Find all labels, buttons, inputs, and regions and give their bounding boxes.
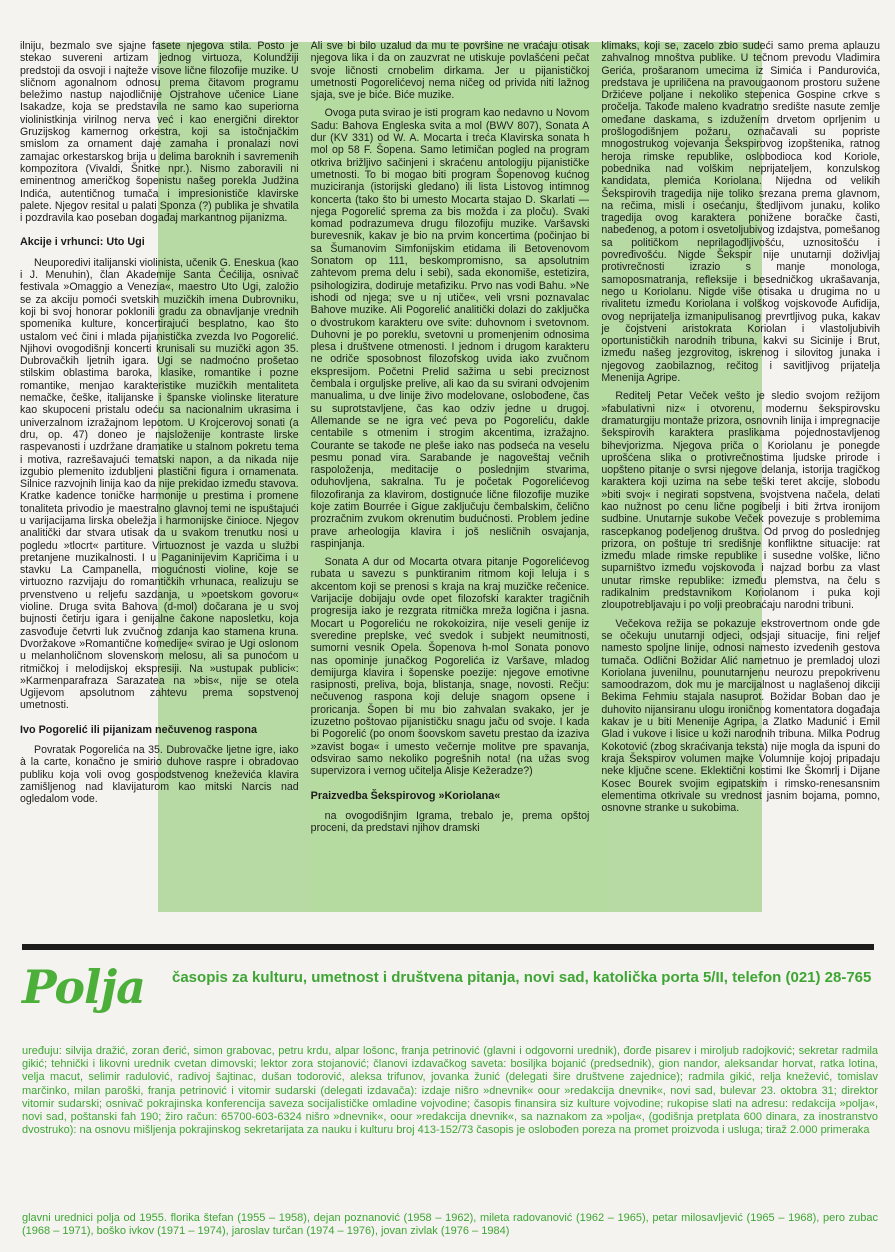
section-heading: Ivo Pogorelić ili pijanizam nečuvenog raspona <box>20 723 257 736</box>
article-paragraph: Povratak Pogorelića na 35. Dubrovačke ljetne igre, iako à la carte, konačno je smirio duhove raspre i obradovao publiku koja voli ovog gospodstvenog kneževića klavira zamišljenog nad klavijaturom kao mitski Narcis nad ogledalom vode. <box>20 744 299 806</box>
section-heading: Praizvedba Šekspirovog »Koriolana« <box>310 789 501 802</box>
article-paragraph: na ovogodišnjim Igrama, trebalo je, prema opštoj proceni, da predstavi njihov dramski <box>310 809 590 835</box>
polja-logo: Polja <box>22 960 145 1014</box>
staff-credits: uređuju: silvija dražić, zoran đerić, simon grabovac, petru krdu, alpar lošonc, franja petrinović (glavni i odgovorni urednik), đorđe pisarev i miroljub radojković; sekretar radmila gikić; tehnički i likovni urednik cvetan dimovski; lektor zora stojanović; članovi izdavačkog saveta: bosiljka bojanić (predsednik), gion nandor, aleksandar horvat, ratka lotina, velja macut, selimir radulović, radivoj šajtinac, dušan todorović, aleksa trifunov, jovanka žunić (delegati šire društvene zajednice); radmila gikić, relja knežević, tomislav marčinko, milan paroški, franja petrinović i vitomir sudarski (delegati izdavača): izdaje nišro »dnevnik« oour »redakcija dnevnik«, novi sad, bulevar 23. oktobra 31; direktor vitomir sudarski; osnivač pokrajinska konferencija saveza socijalističke omladine vojvodine; časopis finansira siz kulture vojvodine; rukopise slati na adresu: redakcija »polja«, novi sad, poštanski fah 190; žiro račun: 65700-603-6324 nišro »dnevnik«, oour »redakcija dnevnik«, sa naznakom za »polja«, (godišnja pretplata 600 dinara, za inostranstvo dvostruko): na osnovu mišljenja pokrajinskog sekretarijata za nauku i kulturu broj 413-152/73 časopis je oslobođen poreza na promet proizvoda i usluga; tiraž 2.000 primeraka <box>22 1045 878 1137</box>
article-paragraph: Sonata A dur od Mocarta otvara pitanje Pogorelićevog rubata u savezu s punktiranim ritmom koji leluja i s akcentom koji se prenosi s kraja na kraj muzičke rečenice. Varijacije dobijaju ovde opet filozofski karakter tragičnih progresija iako je rezgrata ritmička mreža logična i jasna. Mocart u Pogoreliću ne rokokoizira, nije veseli genije iz sveredine preplske, već svedok i subjekt neumitnosti, sumorni vesnik Opela. Šopenova h-mol Sonata ponovo nas opominje junačkog Pogorelića iz Varšave, mladog demijurga klavira i šopenske poezije: njegove emotivne rasipnosti, preliva, boja, blistanja, snage, novosti. Rečju: nečuvenog raspona koji deluje snagom opsene i proricanja. Šopen bi mu bio zahvalan svakako, jer je izuzetno poštovao pijanističku snagu jaču od svoje. I kada bi Pogorelić (po onom šoovskom savetu prestao da izaziva »zavist boga« i umesto večernje molitve pre spavanja, odsvirao samo nekoliko pogrešnih nota! (na užas svog supervizora i vernog učitelja Alisje Kežeradze?) <box>310 556 590 778</box>
article-columns <box>20 40 880 920</box>
section-heading: Akcije i vrhunci: Uto Ugi <box>20 236 145 249</box>
publication-info: časopis za kulturu, umetnost i društvena pitanja, novi sad, katolička porta 5/II, telefon (021) 28-765 <box>172 969 872 986</box>
article-column-3 <box>601 40 880 920</box>
article-paragraph: Ali sve bi bilo uzalud da mu te površine ne vraćaju otisak njegova lika i da on zauzvrat ne utiskuje povlašćeni pečat svoje ličnosti crnobelim dirkama. Jer u pijanističkoj umetnosti Pogorelićevoj nema ničeg od privida niti lažnog sjaja, sve je biće. Biće muzike. <box>310 40 590 102</box>
article-paragraph: Reditelj Petar Veček vešto je sledio svojom režijom »fabulativni niz« i otvorenu, modernu šekspirovsku dramaturgiju montaže prizora, osnovnih linija i impregnacije šekspirovih karaktera praslikama pojednostavljenog bihevjorizma. Njegova priča o Koriolanu je ponegde uprošćena slika o protivrečnostima ljudske prirode i uopšteno pitanje o svrsi njegove delanja, istorija tragičkog karaktera koji uzima na sebe teški teret akcije, slobodu »biti svoj« i negirati sopstvena, svojstvena načela, delati kao nužnost po cenu lične pogibelji i biti žrtva ironijom sudbine. Unutarnje sukobe Veček povezuje s problemima rascepkanog podeljenog društva. Od prvog do poslednjeg prizora, on poštuje tri središnje konfliktne situacije: rat između mlade rimske republike i susedne volške, lično suparništvo između vojskovođa i najzad borbu za vlast unutar rimske republike: između plemstva, na čelu s radikalnim predstavnikom Koriolanom i puka koji zloupotrebljavaju i po volji preobraćaju narodni tribuni. <box>601 390 881 612</box>
article-paragraph: Večekova režija se pokazuje ekstrovertnom onde gde se očekuju unutarnji odjeci, odsjaji situacije, fini reljef namesto spoljne linije, odnosi namesto izvedenih gestova tumača. Odlični Božidar Alić nametnuo je premladoj ulozi Koriolana juvenilnu, pounutarnjenu neurozu prepokrivenu samoodrazom, dok mu je marcijalnost u naglašenoj dikciji Bekima Fehmiu stajala nasuprot. Božidar Boban dao je duhovito nijansiranu ulogu ironičnog komentatora događaja kakav je u biti Menenije Agripa, a Zlatko Madunić i Emil Glad i vukove i lisice u koži narodnih tribuna. Milka Podrug Kokotović (zbog skraćivanja teksta) nije mogla da ispuni do kraja Šekspirov volumen majke Volumnije kojoj pripadaju neke ključne scene. Eklektični kostimi Ike Škomrlj i Dijane Kosec Bourek svojim egipatskim i rimsko-renesansnim elementima otkrivale su vrednost jasnim bojama, pomno, osnovne stranke u sukobima. <box>601 617 881 815</box>
article-column-2 <box>311 40 590 920</box>
article-paragraph: ilniju, bezmalo sve sjajne fasete njegova stila. Posto je stekao suvereni artizam jednog virtuoza, Kolundžiji predstoji da osvoji i najteže visove lične filozofije muzike. U sličnom agonalnom odnosu prema čitavom programu beležimo nastup najodličnije Ojstrahove učenice Liane Isakadze, koja se predstavila ne samo kao superiorna violinistkinja virilnog nerva već i kao energični direktor Gruzijskog kamernog orkestra, koji sa istočnjačkim smislom za ornament daje zamaha i pronalazi novi zamajac orkestarskog brija u delima baroknih i savremenih kompozitora (Vivaldi, Šnitke npr.). Nismo zaboravili ni eminentnog američkog šopenistu našeg porekla Judžina Indića, autentičnog tumača i impresionističe klavirske palete. Njegov resital u palati Sponza (?) publika je shvatila i pozdravila kao poseban događaj markantnog pijanizma. <box>20 40 299 225</box>
article-paragraph: Ovoga puta svirao je isti program kao nedavno u Novom Sadu: Bahova Engleska svita a mol (BWV 807), Sonata A dur (KV 331) od W. A. Mocarta i treća Klavirska sonata h mol op 58 F. Šopena. Samo letimičan pogled na program otkriva brižljivo sačinjeni i skraćenu antologiju pijanističke umetnosti. To bi mogao biti program Šopenovog kućnog muziciranja (istorijski gledano) ili lista Listovog intimnog koncerta (tako što bi umesto Mocarta stajao D. Skarlati — njega Pogorelić sprema za bis možda i za ploču). Svaki komad podrazumeva drugu filozofiju muzike. Varšavski burevesnik, kakav je bio na prvim koncertima (počinjao bi sa Šumanovim Simfonijskim etidama ili Betovenovom Sonatom op 111, beskompromisno, sa apsolutnim zahtevom prema delu i sebi), sada ekonomiše, estetizira, psihologizira, dodiruje metafiziku. Prvo nas vodi Bahu. »Ne ishodi od njega; sve u nj utiče«, veli vrsni poznavalac Bahove muzike. Ali Pogorelić analitički dolazi do zaključka o dvostrukom karakteru ove svite: duhovnom i svetovnom. Duhovni je po poreklu, svetovni u promenjenim odnosima plesa i društvene otmenosti. I jednom i drugom karakteru ne odriče sposobnost filozofskog uvida iako zvučnom ekspresijom. Početni Prelid sažima u sebi preciznost čembala i orguljske prelive, ali kao da su svirani odvojenim manualima, u dve linije živo modelovane, oslobođene, čas su suprotstavljene, čas kao odziv jedne u drugoj. Allemande se ne igra već peva po Pogoreliću, dakle centabile s otmenim i strogim akcentima, izražajno. Courante se takođe ne pleše iako nas podseća na veselu pesmu ponad vira. Sarabande je nagoveštaj večnih raspoloženja, meditacije o poslednjim stvarima, oduhovljena, sakralna. Tu je početak Pogorelićevog filozofiranja za klavirom, dostignuće lične filozofije muzike koje zatim Bourrée i Gigue zaključuju čembalskim, čelično prozračnim zvukom okrenutim budućnosti. Problem jedine prave arheologija klavira i još nesličnih osvajanja, raspinjanja. <box>310 107 590 550</box>
masthead-divider <box>22 944 874 950</box>
masthead <box>22 960 882 1020</box>
article-paragraph: Neuporedivi italijanski violinista, učenik G. Eneskua (kao i J. Menuhin), član Akademije Santa Čećilija, osnivač festivala »Omaggio a Venezia«, maestro Uto Ugi, založio se za akciju pomoći svetskih muzičkih imena Dubrovniku, koji bi svoj honorar poklonili gradu za obnavljanje vrednih spomenika kulture, koncertirajući besplatno, kao što ustalom već čini i mlada pijanistička zvezda Ivo Pogorelić. Njihovi ovogodišnji koncerti krunisali su muzički agon 35. Dubrovačkih ljetnih igara. Ugi se nadmoćno prošetao stilskim oblastima baroka, klasike, romantike i pozne romantike, menjao karakteristike muzičkih mentaliteta nemačke, češke, italijanske i španske violinske literature kao skupoceni pristalu odeću sa nacionalnim ukrasima i univerzalnom izražajnom lepotom. U Krojcerovoj sonati (a dru, op. 47) doneo je najsloženije kontraste lirske raspevanosti i uzdržane dramatike u stalnom pokretu tema i motiva, razrešavajući tematski napon, a da nikada nije izgubio plemenito izdubljeni plastični figura i ornamenata. Silnice razvojnih linija kao da nije prekidao između stavova. Kratke kadence toničke harmonije u prestima i promene tonaliteta privodio je maestralno glavnoj temi ne ispuštajući u varijacijama lirska obeležja i harmonijske činioce. Njegov analitički dar stvara utisak da u svakom trenutku nosi u pogledu »tlocrt« partiture. Virtuoznost je vazda u službi pretanjene muzikalnosti. I u Paganinijevim Kapričima i u stavku La Campanella, mogućnosti violine, koje se virtuozno razvijaju do romantičkih vrhunaca, realizuju se prvenstveno u reljefu sazdanja, u »poetskom govoru« violine. Druga svita Bahova (d-mol) dočarana je u svoj bujnosti četirju igara i genijalne čakone naposletku, koja zasvođuje četvrti luk zvučnog zdanja kao stamena kruna. Dvoržakove »Romantične komedije« svirao je Ugi oslonom u melanholičnom slovenskom melosu, ali sa punoćom u ritmičkoj i melodijskoj ekspresiji. Na »ustupak publici«: »Karmenparafraza Sarazatea na »bis«, nije se otela Ugijevom apsolutnom zahtevu prema sopstvenoj umetnosti. <box>20 256 299 712</box>
past-editors: glavni urednici polja od 1955. florika štefan (1955 – 1958), dejan poznanović (1958 – 1962), mileta radovanović (1962 – 1965), petar milosavljević (1965 – 1968), pero zubac (1968 – 1971), boško ivkov (1971 – 1974), jaroslav turčan (1974 – 1976), jovan zivlak (1976 – 1984) <box>22 1212 878 1238</box>
article-column-1 <box>20 40 299 920</box>
article-paragraph: klimaks, koji se, zacelo zbio sudeći samo prema aplauzu zahvalnog mnoštva publike. U tečnom prevodu Vladimira Gerića, prošaranom umecima iz Simića i Pandurovića, predstava je upriličena na pravougaonom prostoru sužene Držićeve poljane i nekoliko stepenica Gospine crkve s pročelja. Takođe maleno kvadratno središte nasute zemlje omeđane daskama, s izdužením drvetom oprljenim u prošlogodišnjem požaru, označavali su popriste mnogostrukog vojevanja Šekspirovog izopštenika, ratnog heroja rimske republike, oslobodioca kod Koriole, pobednika nad volškim neprijateljem, konzulskog kandidata, plemića Koriolana. Nijedna od velikih Šekspirovih tragedija nije toliko srezana prema glavnom, na rečima, misli i osećanju, štedljivom junaku, koliko tragedija ovog karaktera ponižene boračke časti, nabeđenog, a potom i osvetoljubivog izdajstva, pomešanog sa političkom neprilagođljivošću, uznositošću i povređivošću. Nigde Šekspir nije unutarnji doživljaj protivrečnosti izrazio s manje monologa, samoposmatranja, refleksije i besedničkog ukrašavanja, nego u Koriolanu. Nigde više otisaka u drugima no u rivalitetu između Koriolana i volškog vojskovođe Aufidija, ovog neprijatelja izmanipulisanog prevrtljivog puka, kakav je čojstveni aristokrata Koriolan i vlastoljubivih oportunističkih narodnih tribuna, kakvi su Sicinije i Brut, između našeg jezgrovitog, iskrenog i silovitog junaka i njegovog zaobilaznog, rečitog i savitljivog prijatelja Menenija Agripe. <box>601 40 881 385</box>
